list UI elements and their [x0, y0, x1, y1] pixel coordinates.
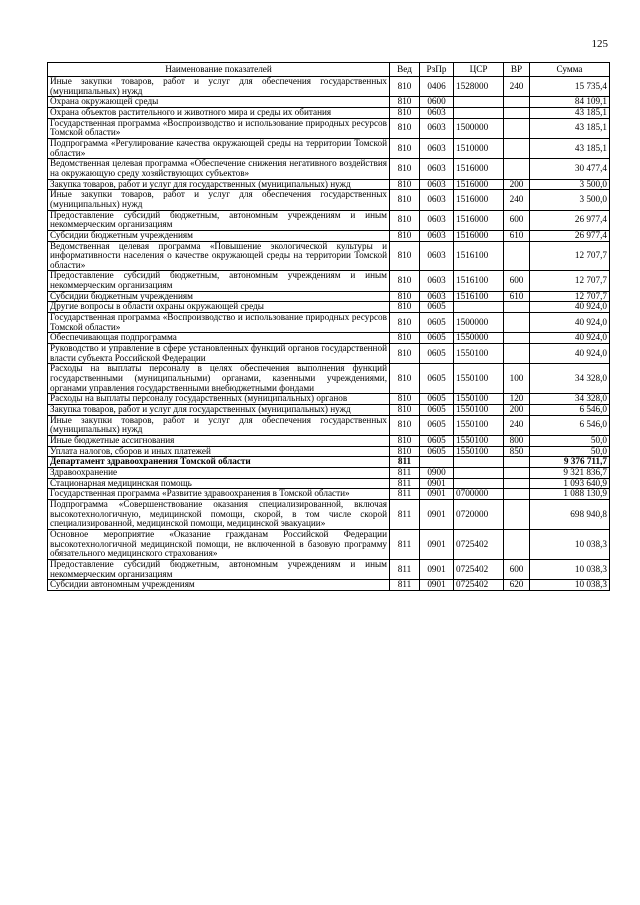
- row-name: Иные закупки товаров, работ и услуг для обеспечения государственных (муниципальных) нужд: [48, 77, 390, 97]
- row-name: Основное мероприятие «Оказание гражданам Российской Федерации высокотехнологичной медицинской помощи, не включенной в базовую программу обязательного медицинского страхования»: [48, 529, 390, 559]
- row-vr: 600: [504, 271, 530, 291]
- row-ved: 810: [390, 190, 420, 210]
- row-csr: 1500000: [454, 118, 504, 138]
- header-sum: Сумма: [530, 63, 610, 77]
- row-csr: 1550100: [454, 344, 504, 364]
- row-ved: 810: [390, 210, 420, 230]
- row-ved: 810: [390, 415, 420, 435]
- row-name: Иные закупки товаров, работ и услуг для обеспечения государственных (муниципальных) нужд: [48, 415, 390, 435]
- table-row: [48, 291, 610, 302]
- header-name: Наименование показателей: [48, 63, 390, 77]
- row-csr: 0725402: [454, 529, 504, 559]
- row-csr: 1516100: [454, 271, 504, 291]
- table-row: [48, 271, 610, 291]
- row-rzpr: 0603: [420, 179, 454, 190]
- row-csr: 1550100: [454, 446, 504, 457]
- row-name: Ведомственная целевая программа «Повышение экологической культуры и информативности населения о качестве окружающей среды на территории Томской области»: [48, 241, 390, 271]
- row-csr: 1550100: [454, 415, 504, 435]
- row-ved: 810: [390, 107, 420, 118]
- row-vr: [504, 333, 530, 344]
- row-vr: 200: [504, 179, 530, 190]
- row-rzpr: 0605: [420, 364, 454, 394]
- row-name: Расходы на выплаты персоналу в целях обеспечения выполнения функций государственными (муниципальными) органами, казенными учреждениями, органами управления государственными внебюджетными фондами: [48, 364, 390, 394]
- row-csr: 0725402: [454, 580, 504, 591]
- row-csr: 0720000: [454, 499, 504, 529]
- row-vr: [504, 118, 530, 138]
- row-name: Субсидии автономным учреждениям: [48, 580, 390, 591]
- row-vr: [504, 313, 530, 333]
- row-rzpr: 0605: [420, 313, 454, 333]
- row-rzpr: 0603: [420, 291, 454, 302]
- row-rzpr: 0901: [420, 580, 454, 591]
- row-csr: 1516000: [454, 190, 504, 210]
- table-row: [48, 159, 610, 179]
- row-ved: 810: [390, 97, 420, 108]
- row-rzpr: 0901: [420, 529, 454, 559]
- row-vr: [504, 138, 530, 158]
- header-ved: Вед: [390, 63, 420, 77]
- row-name: Иные закупки товаров, работ и услуг для обеспечения государственных (муниципальных) нужд: [48, 190, 390, 210]
- row-csr: 1528000: [454, 77, 504, 97]
- row-sum: 50,0: [530, 435, 610, 446]
- row-ved: 810: [390, 138, 420, 158]
- row-rzpr: 0603: [420, 230, 454, 241]
- row-ved: 810: [390, 159, 420, 179]
- row-ved: 810: [390, 271, 420, 291]
- row-vr: 200: [504, 405, 530, 416]
- row-sum: 30 477,4: [530, 159, 610, 179]
- table-row: [48, 302, 610, 313]
- row-vr: 610: [504, 230, 530, 241]
- row-ved: 810: [390, 446, 420, 457]
- row-csr: 1550000: [454, 333, 504, 344]
- row-rzpr: 0605: [420, 302, 454, 313]
- row-name: Подпрограмма «Совершенствование оказания специализированной, включая высокотехнологичную, медицинской помощи, скорой, в том числе скорой специализированной, медицинской помощи, медицинской эвакуации»: [48, 499, 390, 529]
- row-vr: 240: [504, 190, 530, 210]
- row-ved: 811: [390, 478, 420, 489]
- row-sum: 6 546,0: [530, 415, 610, 435]
- row-name: Охрана окружающей среды: [48, 97, 390, 108]
- row-rzpr: 0605: [420, 415, 454, 435]
- table-row: [48, 529, 610, 559]
- row-ved: 810: [390, 313, 420, 333]
- row-name: Закупка товаров, работ и услуг для государственных (муниципальных) нужд: [48, 405, 390, 416]
- table-row: [48, 107, 610, 118]
- row-rzpr: 0901: [420, 489, 454, 500]
- header-rzpr: РзПр: [420, 63, 454, 77]
- row-vr: 850: [504, 446, 530, 457]
- row-vr: 800: [504, 435, 530, 446]
- table-row: [48, 230, 610, 241]
- row-rzpr: 0605: [420, 333, 454, 344]
- table-header-row: [48, 63, 610, 77]
- row-sum: 40 924,0: [530, 313, 610, 333]
- row-sum: 43 185,1: [530, 107, 610, 118]
- row-ved: 810: [390, 302, 420, 313]
- row-ved: 811: [390, 559, 420, 579]
- row-name: Уплата налогов, сборов и иных платежей: [48, 446, 390, 457]
- row-vr: [504, 467, 530, 478]
- row-vr: [504, 107, 530, 118]
- row-sum: 26 977,4: [530, 230, 610, 241]
- row-sum: 3 500,0: [530, 190, 610, 210]
- row-vr: [504, 499, 530, 529]
- row-name: Предоставление субсидий бюджетным, автономным учреждениям и иным некоммерческим организациям: [48, 210, 390, 230]
- row-vr: [504, 159, 530, 179]
- row-rzpr: 0605: [420, 344, 454, 364]
- row-sum: 12 707,7: [530, 271, 610, 291]
- table-row: [48, 241, 610, 271]
- table-row: [48, 446, 610, 457]
- row-rzpr: 0406: [420, 77, 454, 97]
- row-name: Предоставление субсидий бюджетным, автономным учреждениям и иным некоммерческим организациям: [48, 559, 390, 579]
- row-vr: 620: [504, 580, 530, 591]
- row-rzpr: 0603: [420, 241, 454, 271]
- row-rzpr: 0603: [420, 107, 454, 118]
- table-row: [48, 415, 610, 435]
- row-sum: 1 093 640,9: [530, 478, 610, 489]
- row-rzpr: 0603: [420, 271, 454, 291]
- row-rzpr: 0901: [420, 499, 454, 529]
- row-ved: 810: [390, 364, 420, 394]
- row-sum: 3 500,0: [530, 179, 610, 190]
- row-ved: 811: [390, 529, 420, 559]
- table-row: [48, 478, 610, 489]
- row-name: Подпрограмма «Регулирование качества окружающей среды на территории Томской области»: [48, 138, 390, 158]
- row-sum: 40 924,0: [530, 344, 610, 364]
- row-ved: 810: [390, 77, 420, 97]
- row-csr: 0700000: [454, 489, 504, 500]
- table-row: [48, 118, 610, 138]
- row-ved: 810: [390, 435, 420, 446]
- row-csr: [454, 107, 504, 118]
- row-sum: 26 977,4: [530, 210, 610, 230]
- row-csr: 1516100: [454, 291, 504, 302]
- row-name: Расходы на выплаты персоналу государственных (муниципальных) органов: [48, 394, 390, 405]
- row-vr: 600: [504, 210, 530, 230]
- row-vr: [504, 241, 530, 271]
- row-ved: 810: [390, 230, 420, 241]
- row-vr: 120: [504, 394, 530, 405]
- row-rzpr: 0600: [420, 97, 454, 108]
- row-csr: [454, 302, 504, 313]
- row-name: Субсидии бюджетным учреждениям: [48, 230, 390, 241]
- row-csr: 1516000: [454, 159, 504, 179]
- row-vr: [504, 489, 530, 500]
- row-csr: 0725402: [454, 559, 504, 579]
- row-sum: 84 109,1: [530, 97, 610, 108]
- table-row: [48, 580, 610, 591]
- table-row: [48, 457, 610, 468]
- row-rzpr: 0901: [420, 559, 454, 579]
- row-sum: 40 924,0: [530, 333, 610, 344]
- row-rzpr: 0605: [420, 405, 454, 416]
- table-row: [48, 489, 610, 500]
- page-number: 125: [591, 38, 608, 50]
- row-name: Охрана объектов растительного и животного мира и среды их обитания: [48, 107, 390, 118]
- row-sum: 34 328,0: [530, 394, 610, 405]
- row-rzpr: [420, 457, 454, 468]
- row-name: Другие вопросы в области охраны окружающей среды: [48, 302, 390, 313]
- row-sum: 43 185,1: [530, 138, 610, 158]
- row-name: Стационарная медицинская помощь: [48, 478, 390, 489]
- row-name: Здравоохранение: [48, 467, 390, 478]
- row-csr: 1516100: [454, 241, 504, 271]
- table-row: [48, 77, 610, 97]
- row-sum: 10 038,3: [530, 529, 610, 559]
- row-ved: 810: [390, 179, 420, 190]
- row-csr: 1550100: [454, 405, 504, 416]
- row-csr: [454, 478, 504, 489]
- row-csr: 1516000: [454, 210, 504, 230]
- budget-table: [47, 62, 610, 591]
- row-rzpr: 0605: [420, 394, 454, 405]
- row-vr: [504, 97, 530, 108]
- row-sum: 10 038,3: [530, 580, 610, 591]
- row-name: Предоставление субсидий бюджетным, автономным учреждениям и иным некоммерческим организациям: [48, 271, 390, 291]
- row-ved: 810: [390, 394, 420, 405]
- row-rzpr: 0605: [420, 446, 454, 457]
- row-name: Иные бюджетные ассигнования: [48, 435, 390, 446]
- row-sum: 9 376 711,7: [530, 457, 610, 468]
- row-ved: 811: [390, 467, 420, 478]
- row-rzpr: 0605: [420, 435, 454, 446]
- table-row: [48, 190, 610, 210]
- row-name: Руководство и управление в сфере установленных функций органов государственной власти субъекта Российской Федерации: [48, 344, 390, 364]
- row-rzpr: 0900: [420, 467, 454, 478]
- row-vr: 100: [504, 364, 530, 394]
- row-name: Департамент здравоохранения Томской области: [48, 457, 390, 468]
- row-ved: 810: [390, 333, 420, 344]
- row-ved: 810: [390, 405, 420, 416]
- header-vr: ВР: [504, 63, 530, 77]
- row-sum: 15 735,4: [530, 77, 610, 97]
- row-sum: 6 546,0: [530, 405, 610, 416]
- table-row: [48, 499, 610, 529]
- table-row: [48, 394, 610, 405]
- row-vr: 240: [504, 77, 530, 97]
- table-row: [48, 405, 610, 416]
- row-ved: 811: [390, 499, 420, 529]
- row-rzpr: 0901: [420, 478, 454, 489]
- table-row: [48, 138, 610, 158]
- table-row: [48, 313, 610, 333]
- row-name: Обеспечивающая подпрограмма: [48, 333, 390, 344]
- table-row: [48, 97, 610, 108]
- table-row: [48, 364, 610, 394]
- row-vr: 600: [504, 559, 530, 579]
- row-sum: 43 185,1: [530, 118, 610, 138]
- table-row: [48, 467, 610, 478]
- row-csr: [454, 467, 504, 478]
- row-name: Государственная программа «Воспроизводство и использование природных ресурсов Томской области»: [48, 313, 390, 333]
- row-sum: 698 940,8: [530, 499, 610, 529]
- row-vr: [504, 478, 530, 489]
- row-ved: 811: [390, 580, 420, 591]
- row-sum: 9 321 836,7: [530, 467, 610, 478]
- row-name: Государственная программа «Воспроизводство и использование природных ресурсов Томской области»: [48, 118, 390, 138]
- row-rzpr: 0603: [420, 138, 454, 158]
- row-ved: 810: [390, 118, 420, 138]
- row-rzpr: 0603: [420, 210, 454, 230]
- row-sum: 12 707,7: [530, 241, 610, 271]
- row-csr: 1516000: [454, 179, 504, 190]
- row-name: Субсидии бюджетным учреждениям: [48, 291, 390, 302]
- table-row: [48, 333, 610, 344]
- row-csr: [454, 97, 504, 108]
- row-csr: [454, 457, 504, 468]
- table-row: [48, 344, 610, 364]
- row-ved: 810: [390, 291, 420, 302]
- row-rzpr: 0603: [420, 159, 454, 179]
- row-sum: 50,0: [530, 446, 610, 457]
- row-name: Закупка товаров, работ и услуг для государственных (муниципальных) нужд: [48, 179, 390, 190]
- table-row: [48, 210, 610, 230]
- row-rzpr: 0603: [420, 118, 454, 138]
- row-vr: [504, 457, 530, 468]
- row-vr: 610: [504, 291, 530, 302]
- row-name: Государственная программа «Развитие здравоохранения в Томской области»: [48, 489, 390, 500]
- row-csr: 1516000: [454, 230, 504, 241]
- row-name: Ведомственная целевая программа «Обеспечение снижения негативного воздействия на окружающую среду хозяйствующих субъектов»: [48, 159, 390, 179]
- row-sum: 12 707,7: [530, 291, 610, 302]
- header-csr: ЦСР: [454, 63, 504, 77]
- row-csr: 1510000: [454, 138, 504, 158]
- row-vr: [504, 302, 530, 313]
- row-sum: 10 038,3: [530, 559, 610, 579]
- row-rzpr: 0603: [420, 190, 454, 210]
- table-row: [48, 179, 610, 190]
- row-csr: 1550100: [454, 435, 504, 446]
- row-sum: 34 328,0: [530, 364, 610, 394]
- row-ved: 810: [390, 241, 420, 271]
- row-sum: 1 088 130,9: [530, 489, 610, 500]
- row-sum: 40 924,0: [530, 302, 610, 313]
- row-ved: 811: [390, 489, 420, 500]
- row-vr: 240: [504, 415, 530, 435]
- row-ved: 810: [390, 344, 420, 364]
- row-ved: 811: [390, 457, 420, 468]
- row-vr: [504, 529, 530, 559]
- row-csr: 1500000: [454, 313, 504, 333]
- row-csr: 1550100: [454, 394, 504, 405]
- row-vr: [504, 344, 530, 364]
- table-row: [48, 559, 610, 579]
- row-csr: 1550100: [454, 364, 504, 394]
- table-row: [48, 435, 610, 446]
